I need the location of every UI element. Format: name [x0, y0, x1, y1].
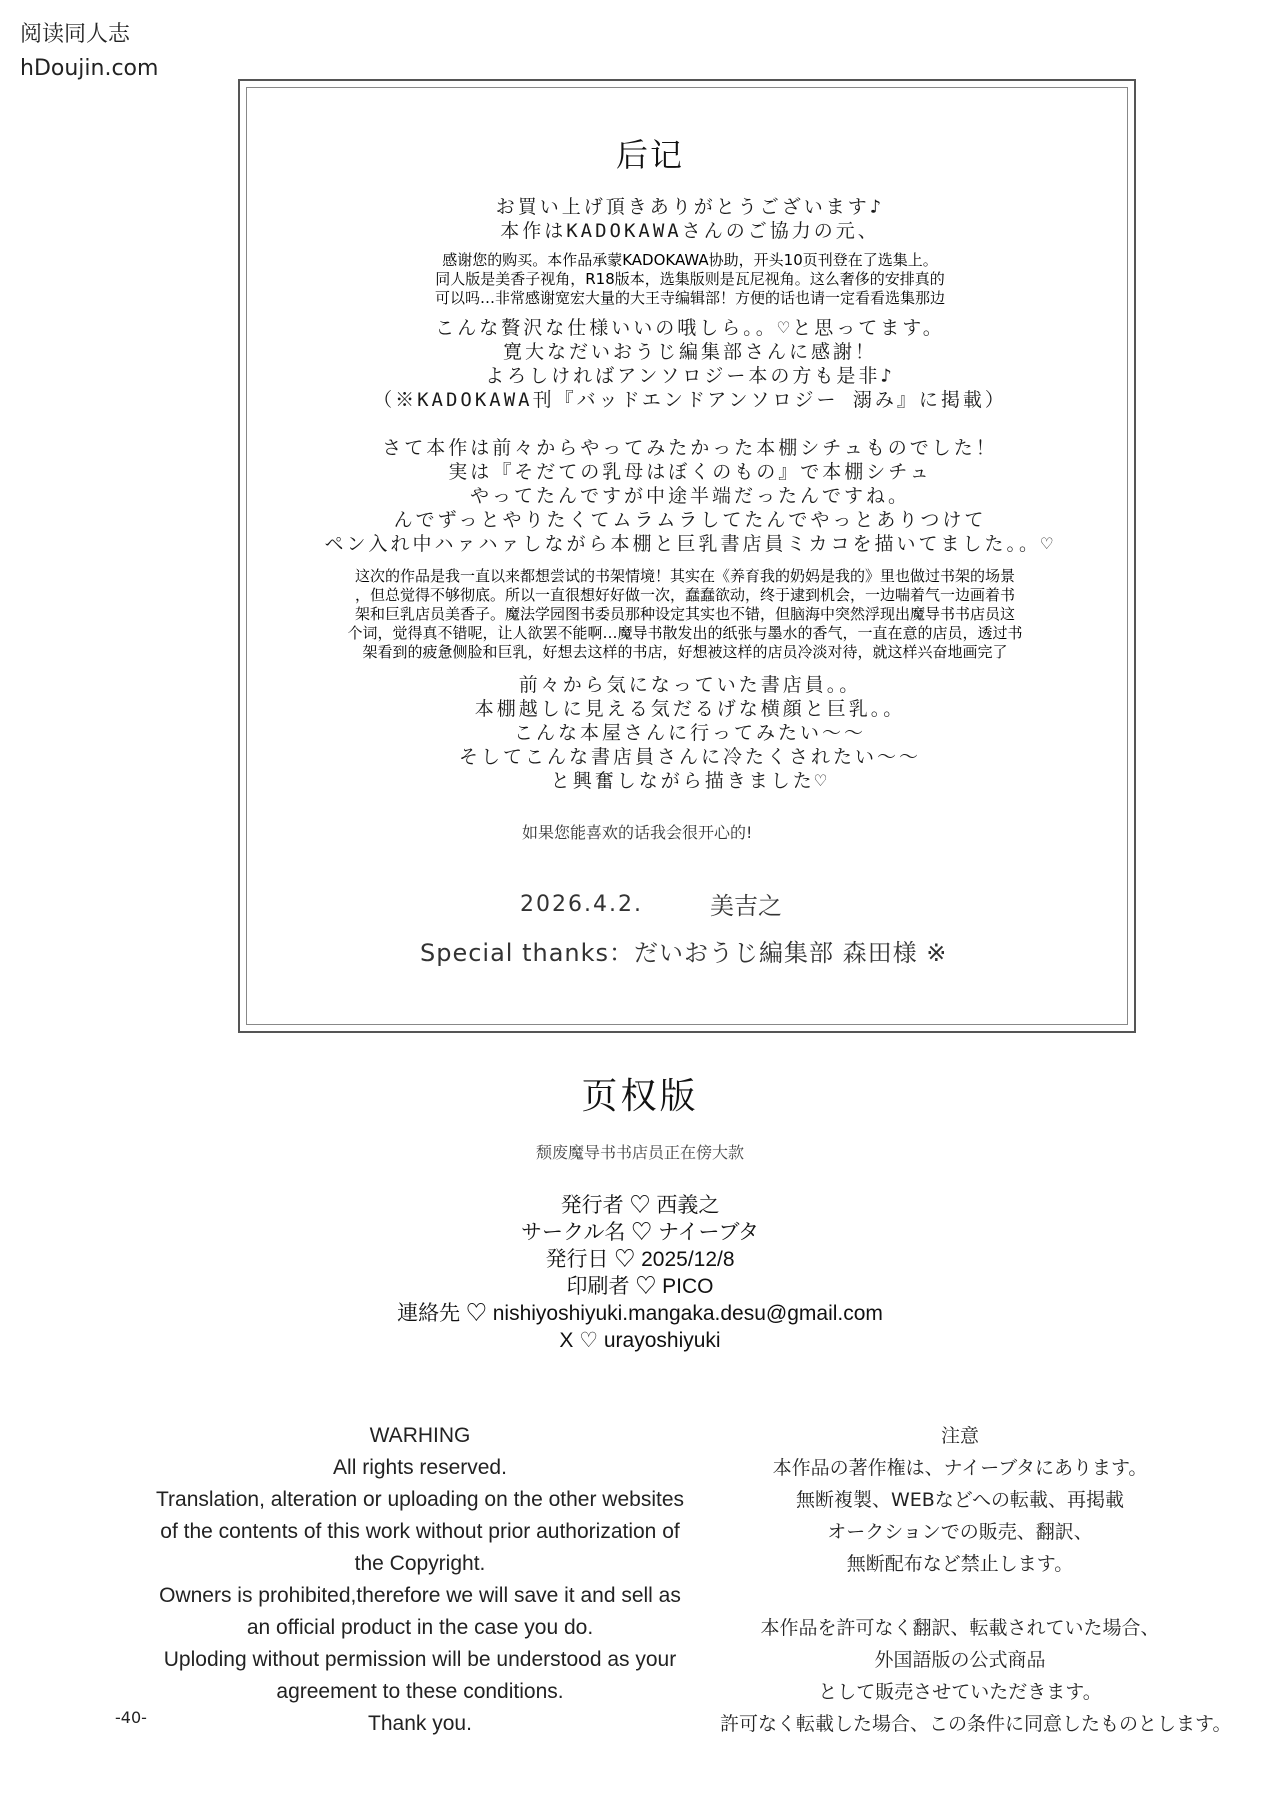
warning-en-line: an official product in the case you do.	[246, 1616, 594, 1639]
cn-body-line: 架和巨乳店员美香子。魔法学园图书委员那种设定其实也不错，但脑海中突然浮现出魔导书书店员这	[354, 605, 1015, 623]
afterword-closing: 如果您能喜欢的话我会很开心的!	[522, 823, 753, 842]
warning-jp-line: 本作品の著作権は、ナイーブタにあります。	[772, 1457, 1148, 1479]
afterword-special-thanks: Special thanks：だいおうじ編集部 森田様 ※	[420, 939, 948, 967]
jp-body-rest-line: と興奮しながら描きました♡	[550, 770, 830, 792]
afterword-cn-body	[305, 567, 1065, 662]
cn-intro-line: 可以吗…非常感谢宽宏大量的大王寺编辑部！方便的话也请一定看看选集那边	[434, 289, 945, 307]
jp-body-line: 実は『そだての乳母はぼくのもの』で本棚シチュ	[448, 461, 932, 483]
watermark-line-2: hDoujin.com	[20, 56, 159, 81]
warning-en-line: Owners is prohibited,therefore we will save it and sell as	[159, 1584, 681, 1607]
jp-intro-line: お買い上げ頂きありがとうございます♪	[495, 196, 885, 218]
page-number: -40-	[115, 1708, 147, 1727]
colophon-publisher: 発行者 ♡ 西義之	[560, 1194, 720, 1217]
jp-intro-line: 本作はKADOKAWAさんのご協力の元、	[500, 220, 880, 242]
jp-intro-rest-line: （※KADOKAWA刊『バッドエンドアンソロジー 溺み』に掲載）	[373, 389, 1007, 411]
warning-en-line: agreement to these conditions.	[276, 1680, 564, 1703]
colophon-title: 页权版	[581, 1076, 699, 1117]
warning-jp-line: オークションでの販売、翻訳、	[827, 1521, 1093, 1543]
cn-body-line: 个词，觉得真不错呢，让人欲罢不能啊…魔导书散发出的纸张与墨水的香气，一直在意的店员，透过书	[347, 624, 1023, 642]
colophon-publish-date: 発行日 ♡ 2025/12/8	[545, 1248, 735, 1271]
jp-body-line: ペン入れ中ハァハァしながら本棚と巨乳書店員ミカコを描いてました。。♡	[324, 533, 1056, 555]
warning-en-line: of the contents of this work without prior authorization of	[160, 1520, 680, 1543]
colophon-contact: 連絡先 ♡ nishiyoshiyuki.mangaka.desu@gmail.com	[397, 1302, 883, 1325]
colophon-x-account: X ♡ urayoshiyuki	[559, 1329, 721, 1352]
warning-jp-line: 無断複製、WEBなどへの転載、再掲載	[795, 1489, 1125, 1511]
jp-body-line: さて本作は前々からやってみたかった本棚シチュものでした！	[382, 437, 998, 459]
watermark-line-1: 阅读同人志	[20, 22, 131, 47]
afterword-title: 后记	[616, 136, 685, 174]
warning-en-heading: WARHING	[369, 1424, 471, 1447]
jp-body-line: やってたんですが中途半端だったんですね。	[469, 485, 910, 507]
jp-intro-rest-line: よろしければアンソロジー本の方も是非♪	[485, 365, 895, 387]
colophon-printer: 印刷者 ♡ PICO	[566, 1275, 714, 1298]
afterword-jp-body-rest	[280, 673, 1100, 793]
colophon-subtitle: 颓废魔导书书店员正在傍大款	[535, 1143, 744, 1162]
warning-en-line: Thank you.	[368, 1712, 472, 1735]
colophon-info	[0, 1192, 1280, 1354]
jp-body-rest-line: そしてこんな書店員さんに冷たくされたい～～	[458, 746, 921, 768]
warning-jp-spacer	[720, 1580, 1200, 1612]
jp-body-rest-line: 本棚越しに見える気だるげな横顔と巨乳。。	[474, 698, 906, 720]
cn-body-line: 这次的作品是我一直以来都想尝试的书架情境！其实在《养育我的奶妈是我的》里也做过书架的场景	[354, 567, 1015, 585]
jp-body-rest-line: 前々から気になっていた書店員。。	[518, 674, 862, 696]
cn-intro-line: 同人版是美香子视角，R18版本，选集版则是瓦尼视角。这么奢侈的安排真的	[435, 270, 945, 288]
warning-jp-line: 外国語版の公式商品	[874, 1649, 1046, 1671]
warning-en-line: Translation, alteration or uploading on the other websites	[155, 1488, 685, 1511]
afterword-jp-body	[280, 436, 1100, 556]
cn-body-line: 架看到的疲惫侧脸和巨乳，好想去这样的书店，好想被这样的店员冷淡对待，就这样兴奋地画完了	[362, 643, 1008, 661]
warning-en-line: the Copyright.	[354, 1552, 486, 1575]
afterword-jp-intro-rest	[280, 316, 1100, 412]
colophon-circle-name: サークル名 ♡ ナイーブタ	[520, 1221, 760, 1244]
jp-intro-rest-line: こんな贅沢な仕様いいの哦しら。。♡と思ってます。	[435, 317, 945, 339]
warning-jp-line: 許可なく転載した場合、この条件に同意したものとします。	[720, 1713, 1232, 1735]
jp-body-line: んでずっとやりたくてムラムラしてたんでやっとありつけて	[393, 509, 987, 531]
warning-jp-line: として販売させていただきます。	[818, 1681, 1102, 1703]
warning-en-line: All rights reserved.	[333, 1456, 507, 1479]
warning-en-line: Uploding without permission will be understood as your	[163, 1648, 677, 1671]
site-watermark	[20, 18, 158, 86]
jp-intro-rest-line: 寛大なだいおうじ編集部さんに感謝！	[502, 341, 877, 363]
warning-english	[100, 1420, 740, 1740]
warning-japanese	[720, 1420, 1232, 1740]
cn-body-line: ，但总觉得不够彻底。所以一直很想好好做一次，蠢蠢欲动，终于逮到机会，一边喘着气一边画着书	[354, 586, 1015, 604]
afterword-date: 2026.4.2.	[520, 892, 643, 917]
warning-jp-line: 無断配布など禁止します。	[846, 1553, 1074, 1575]
jp-body-rest-line: こんな本屋さんに行ってみたい～～	[513, 722, 866, 744]
afterword-cn-intro	[310, 251, 1070, 308]
warning-jp-line: 本作品を許可なく翻訳、転載されていた場合、	[760, 1617, 1160, 1639]
afterword-signature: 美吉之	[710, 892, 782, 920]
warning-jp-heading: 注意	[940, 1425, 979, 1447]
cn-intro-line: 感谢您的购买。本作品承蒙KADOKAWA协助，开头10页刊登在了选集上。	[442, 251, 938, 269]
afterword-jp-intro	[280, 195, 1100, 243]
